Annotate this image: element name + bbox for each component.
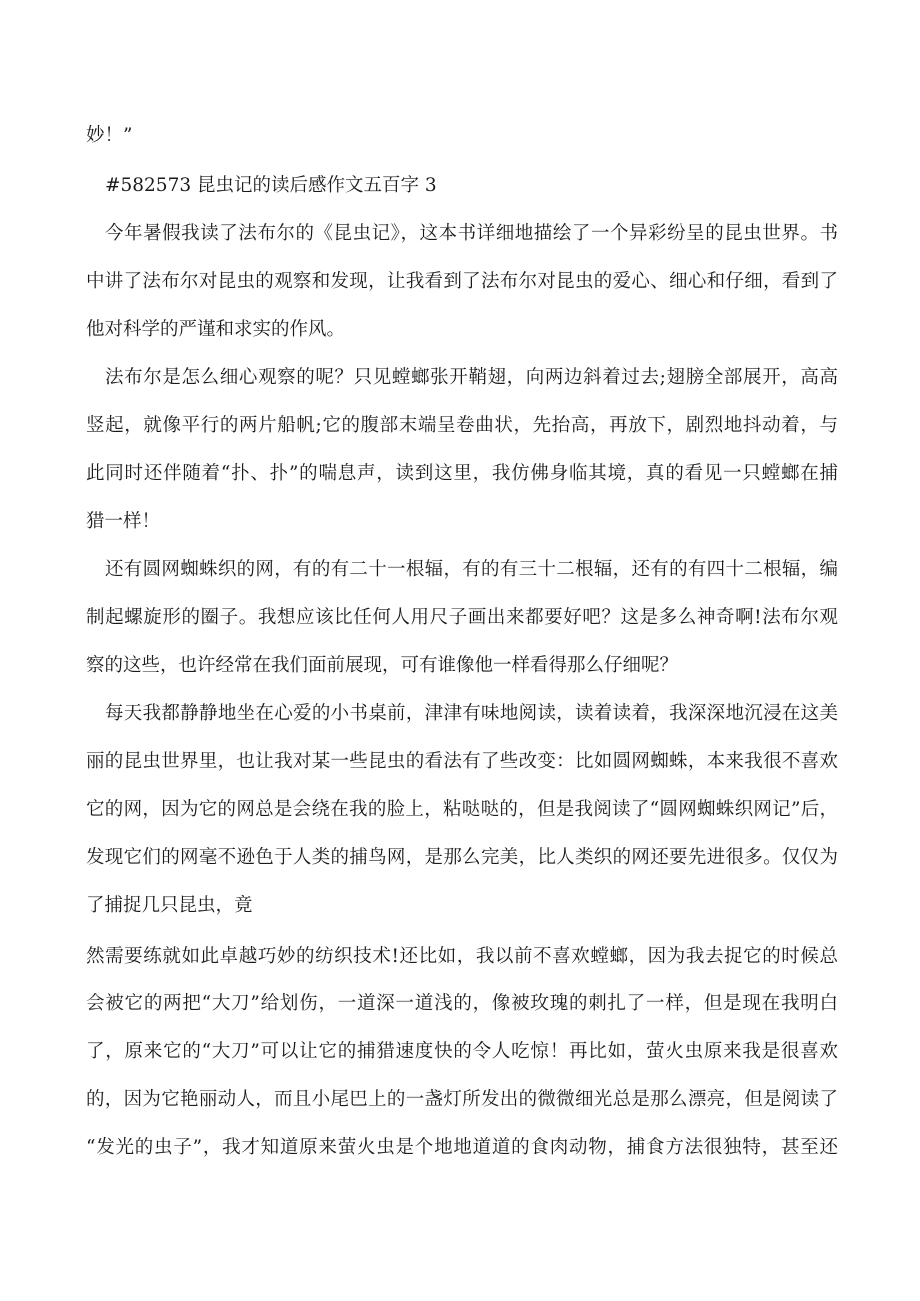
text-line: 丽的昆虫世界里，也让我对某一些昆虫的看法有了些改变：比如圆网蜘蛛，本来我很不喜欢 — [86, 751, 838, 772]
text-line: 每天我都静静地坐在心爱的小书桌前，津津有味地阅读，读着读着，我深深地沉浸在这美 — [105, 703, 838, 724]
text-line: 的，因为它艳丽动人，而且小尾巴上的一盏灯所发出的微微细光总是那么漂亮，但是阅读了 — [86, 1089, 838, 1110]
text-line: 察的这些，也许经常在我们面前展现，可有谁像他一样看得那么仔细呢？ — [86, 655, 679, 676]
text-line: 发现它们的网毫不逊色于人类的捕鸟网，是那么完美，比人类织的网还要先进很多。仅仅为 — [86, 847, 838, 868]
text-line: 然需要练就如此卓越巧妙的纺织技术!还比如，我以前不喜欢螳螂，因为我去捉它的时候总 — [86, 946, 838, 967]
text-line: 还有圆网蜘蛛织的网，有的有二十一根辐，有的有三十二根辐，还有的有四十二根辐，编 — [105, 559, 838, 580]
text-line: 此同时还伴随着“扑、扑”的喘息声，读到这里，我仿佛身临其境，真的看见一只螳螂在捕 — [86, 463, 838, 484]
text-line: 法布尔是怎么细心观察的呢？只见螳螂张开鞘翅，向两边斜着过去;翅膀全部展开，高高 — [105, 367, 838, 388]
text-line: 它的网，因为它的网总是会绕在我的脸上，粘哒哒的，但是我阅读了“圆网蜘蛛织网记”后， — [86, 799, 838, 820]
text-line: 会被它的两把“大刀”给划伤，一道深一道浅的，像被玫瑰的刺扎了一样，但是现在我明白 — [86, 993, 838, 1014]
section-heading: #582573 昆虫记的读后感作文五百字 3 — [105, 175, 437, 196]
text-line: 制起螺旋形的圈子。我想应该比任何人用尺子画出来都要好吧？这是多么神奇啊!法布尔观 — [86, 607, 838, 628]
text-line: 他对科学的严谨和求实的作风。 — [86, 319, 346, 340]
text-line: 竖起，就像平行的两片船帆;它的腹部末端呈卷曲状，先抬高，再放下，剧烈地抖动着，与 — [86, 415, 838, 436]
text-line: 今年暑假我读了法布尔的《昆虫记》，这本书详细地描绘了一个异彩纷呈的昆虫世界。书 — [105, 223, 838, 244]
text-line: 了捕捉几只昆虫，竟 — [86, 895, 253, 916]
text-line: 妙！” — [86, 125, 133, 146]
text-line: 猎一样！ — [86, 511, 161, 532]
text-line: 中讲了法布尔对昆虫的观察和发现，让我看到了法布尔对昆虫的爱心、细心和仔细，看到了 — [86, 271, 838, 292]
text-line: “发光的虫子”，我才知道原来萤火虫是个地地道道的食肉动物，捕食方法很独特，甚至还 — [86, 1137, 838, 1158]
text-line: 了，原来它的“大刀”可以让它的捕猎速度快的令人吃惊！再比如，萤火虫原来我是很喜欢 — [86, 1041, 838, 1062]
